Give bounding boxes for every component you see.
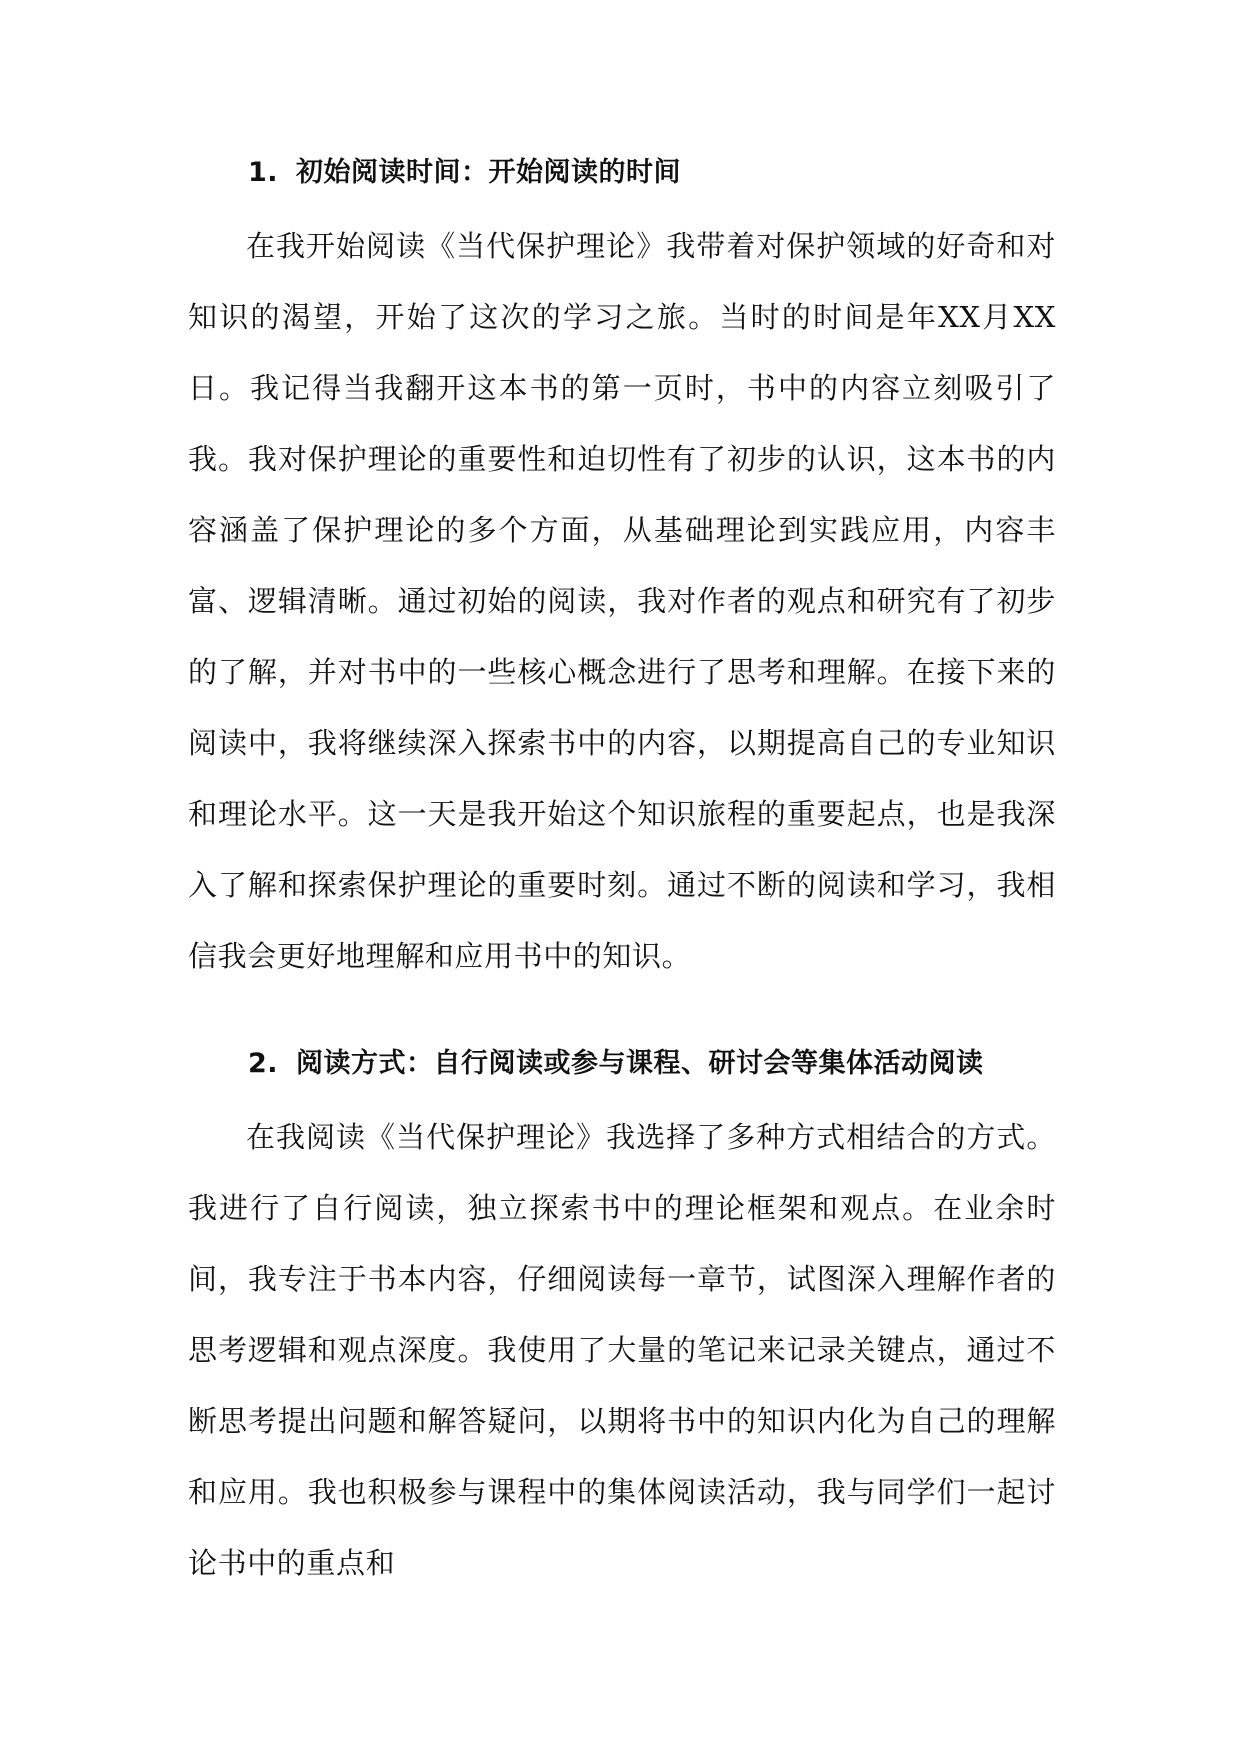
section-heading-2 — [188, 1034, 1056, 1094]
section-paragraph-2: 在我阅读《当代保护理论》我选择了多种方式相结合的方式。我进行了自行阅读，独立探索书中的理论框架和观点。在业余时间，我专注于书本内容，仔细阅读每一章节，试图深入理解作者的思考逻辑和观点深度。我使用了大量的笔记来记录关键点，通过不断思考提出问题和解答疑问，以期将书中的知识内化为自己的理解和应用。我也积极参与课程中的集体阅读活动，我与同学们一起讨论书中的重点和 — [188, 1120, 1056, 1580]
section-title-2: 阅读方式：自行阅读或参与课程、研讨会等集体活动阅读 — [296, 1048, 984, 1079]
section-paragraph-1: 在我开始阅读《当代保护理论》我带着对保护领域的好奇和对知识的渴望，开始了这次的学习之旅。当时的时间是年XX月XX日。我记得当我翻开这本书的第一页时，书中的内容立刻吸引了我。我对保护理论的重要性和迫切性有了初步的认识，这本书的内容涵盖了保护理论的多个方面，从基础理论到实践应用，内容丰富、逻辑清晰。通过初始的阅读，我对作者的观点和研究有了初步的了解，并对书中的一些核心概念进行了思考和理解。在接下来的阅读中，我将继续深入探索书中的内容，以期提高自己的专业知识和理论水平。这一天是我开始这个知识旅程的重要起点，也是我深入了解和探索保护理论的重要时刻。通过不断的阅读和学习，我相信我会更好地理解和应用书中的知识。 — [188, 229, 1056, 973]
document-body — [188, 143, 1056, 1599]
section-heading-1 — [188, 143, 1056, 203]
section-number-2: 2. — [248, 1048, 279, 1079]
section-number-1: 1. — [248, 157, 279, 188]
section-title-1: 初始阅读时间：开始阅读的时间 — [296, 157, 682, 188]
